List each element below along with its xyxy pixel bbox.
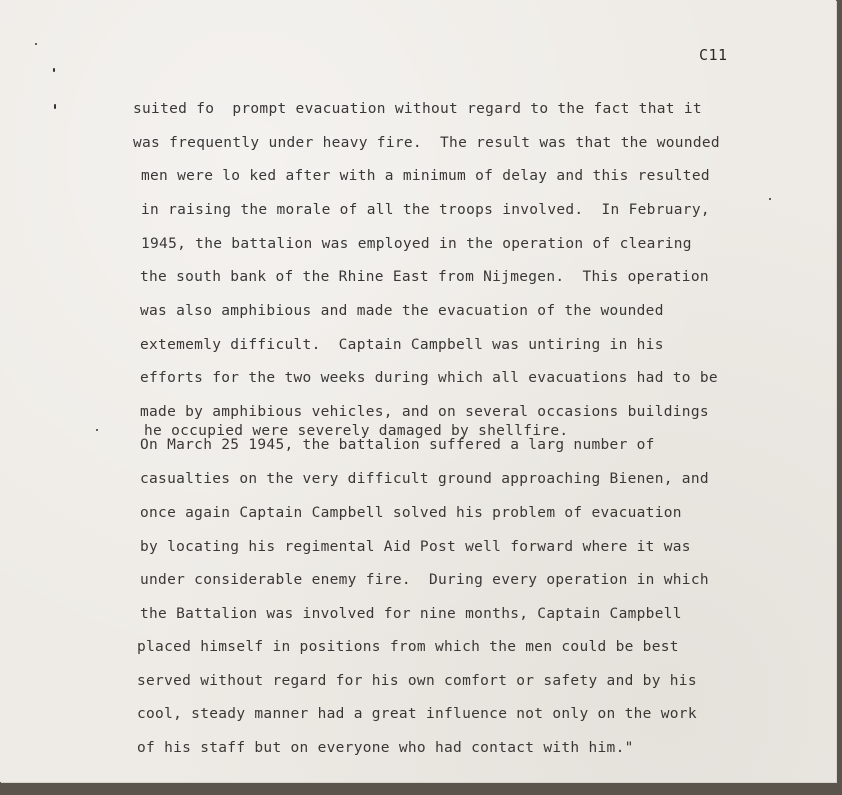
- text-line-10: made by amphibious vehicles, and on several occasions buildings: [140, 404, 709, 420]
- text-line-9: efforts for the two weeks during which all evacuations had to be: [140, 370, 718, 386]
- text-line-12: On March 25 1945, the battalion suffered a larg number of: [140, 437, 655, 453]
- scan-edge-bottom: [0, 782, 842, 795]
- text-line-3: men were lo ked after with a minimum of delay and this resulted: [141, 168, 710, 184]
- text-line-13: casualties on the very difficult ground approaching Bienen, and: [140, 471, 709, 487]
- text-line-21: of his staff but on everyone who had contact with him.": [137, 740, 634, 756]
- text-line-4: in raising the morale of all the troops involved. In February,: [141, 202, 710, 218]
- text-line-2: was frequently under heavy fire. The result was that the wounded: [133, 135, 720, 151]
- text-line-14: once again Captain Campbell solved his problem of evacuation: [140, 505, 682, 521]
- margin-mark: [96, 429, 98, 431]
- text-line-6: the south bank of the Rhine East from Nijmegen. This operation: [140, 269, 709, 285]
- margin-mark: [35, 43, 37, 45]
- text-line-8: extememly difficult. Captain Campbell was untiring in his: [140, 337, 664, 353]
- text-line-20: cool, steady manner had a great influence not only on the work: [137, 706, 697, 722]
- text-line-17: the Battalion was involved for nine months, Captain Campbell: [140, 606, 682, 622]
- text-line-1: suited fo prompt evacuation without regard to the fact that it: [133, 101, 702, 117]
- page-number: C11: [699, 46, 728, 64]
- margin-mark: [54, 104, 56, 109]
- margin-mark: [53, 68, 55, 72]
- scan-edge-right: [836, 0, 842, 795]
- text-line-16: under considerable enemy fire. During every operation in which: [140, 572, 709, 588]
- text-line-15: by locating his regimental Aid Post well forward where it was: [140, 539, 691, 555]
- text-line-18: placed himself in positions from which the men could be best: [137, 639, 679, 655]
- margin-mark: [769, 198, 771, 200]
- text-line-7: was also amphibious and made the evacuation of the wounded: [140, 303, 664, 319]
- text-line-11: he occupied were severely damaged by shellfire.: [144, 423, 569, 439]
- text-line-19: served without regard for his own comfort or safety and by his: [137, 673, 697, 689]
- text-line-5: 1945, the battalion was employed in the operation of clearing: [141, 236, 692, 252]
